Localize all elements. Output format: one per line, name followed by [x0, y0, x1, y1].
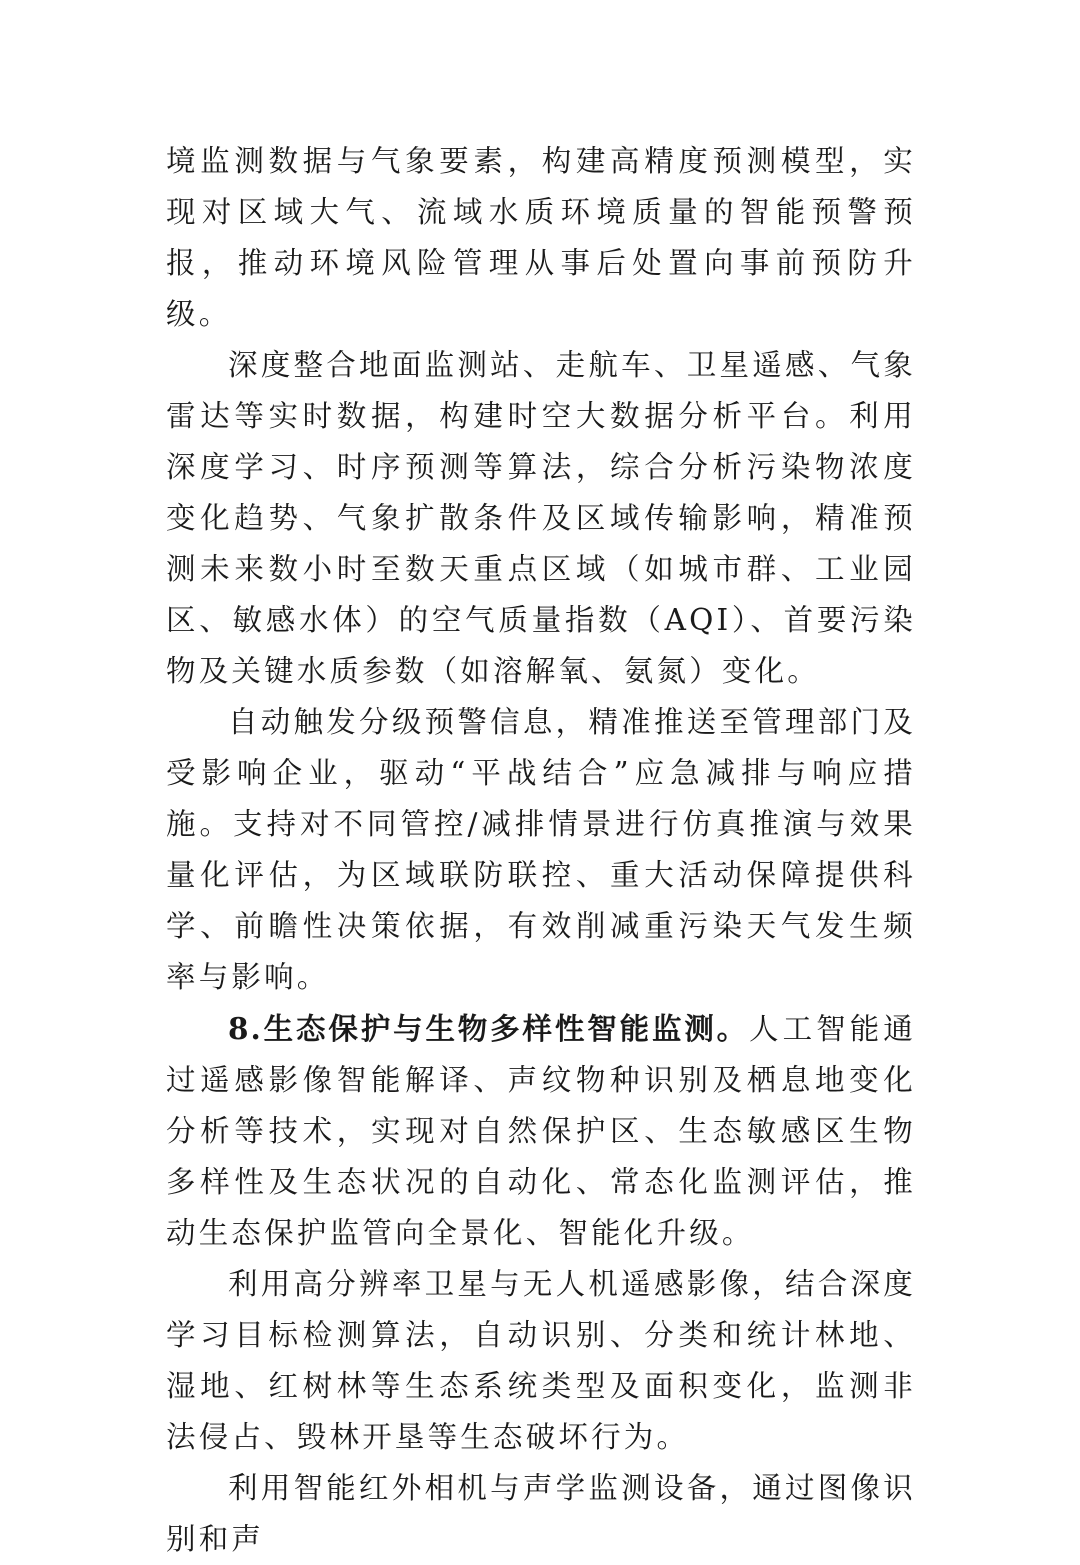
section-8-body: 人工智能通过遥感影像智能解译、声纹物种识别及栖息地变化分析等技术，实现对自然保护区、生态敏感区生物多样性及生态状况的自动化、常态化监测评估，推动生态保护监管向全景化、智能化升级。: [166, 1012, 916, 1250]
paragraph-section-8: [166, 1003, 916, 1259]
document-body: [166, 136, 916, 1565]
paragraph-remote-sensing: 利用高分辨率卫星与无人机遥感影像，结合深度学习目标检测算法，自动识别、分类和统计林地、湿地、红树林等生态系统类型及面积变化，监测非法侵占、毁林开垦等生态破坏行为。: [166, 1267, 916, 1454]
paragraph-data-integration: 深度整合地面监测站、走航车、卫星遥感、气象雷达等实时数据，构建时空大数据分析平台。利用深度学习、时序预测等算法，综合分析污染物浓度变化趋势、气象扩散条件及区域传输影响，精准预测未来数小时至数天重点区域（如城市群、工业园区、敏感水体）的空气质量指数（AQI）、首要污染物及关键水质参数（如溶解氧、氨氮）变化。: [166, 348, 916, 688]
paragraph-infrared-acoustic: 利用智能红外相机与声学监测设备，通过图像识别和声: [166, 1471, 916, 1556]
paragraph-continuation: 境监测数据与气象要素，构建高精度预测模型，实现对区域大气、流域水质环境质量的智能预警预报，推动环境风险管理从事后处置向事前预防升级。: [166, 144, 916, 331]
section-heading-8: 8.生态保护与生物多样性智能监测。: [228, 1011, 750, 1046]
paragraph-early-warning: 自动触发分级预警信息，精准推送至管理部门及受影响企业，驱动“平战结合”应急减排与响应措施。支持对不同管控/减排情景进行仿真推演与效果量化评估，为区域联防联控、重大活动保障提供科学、前瞻性决策依据，有效削减重污染天气发生频率与影响。: [166, 705, 916, 994]
